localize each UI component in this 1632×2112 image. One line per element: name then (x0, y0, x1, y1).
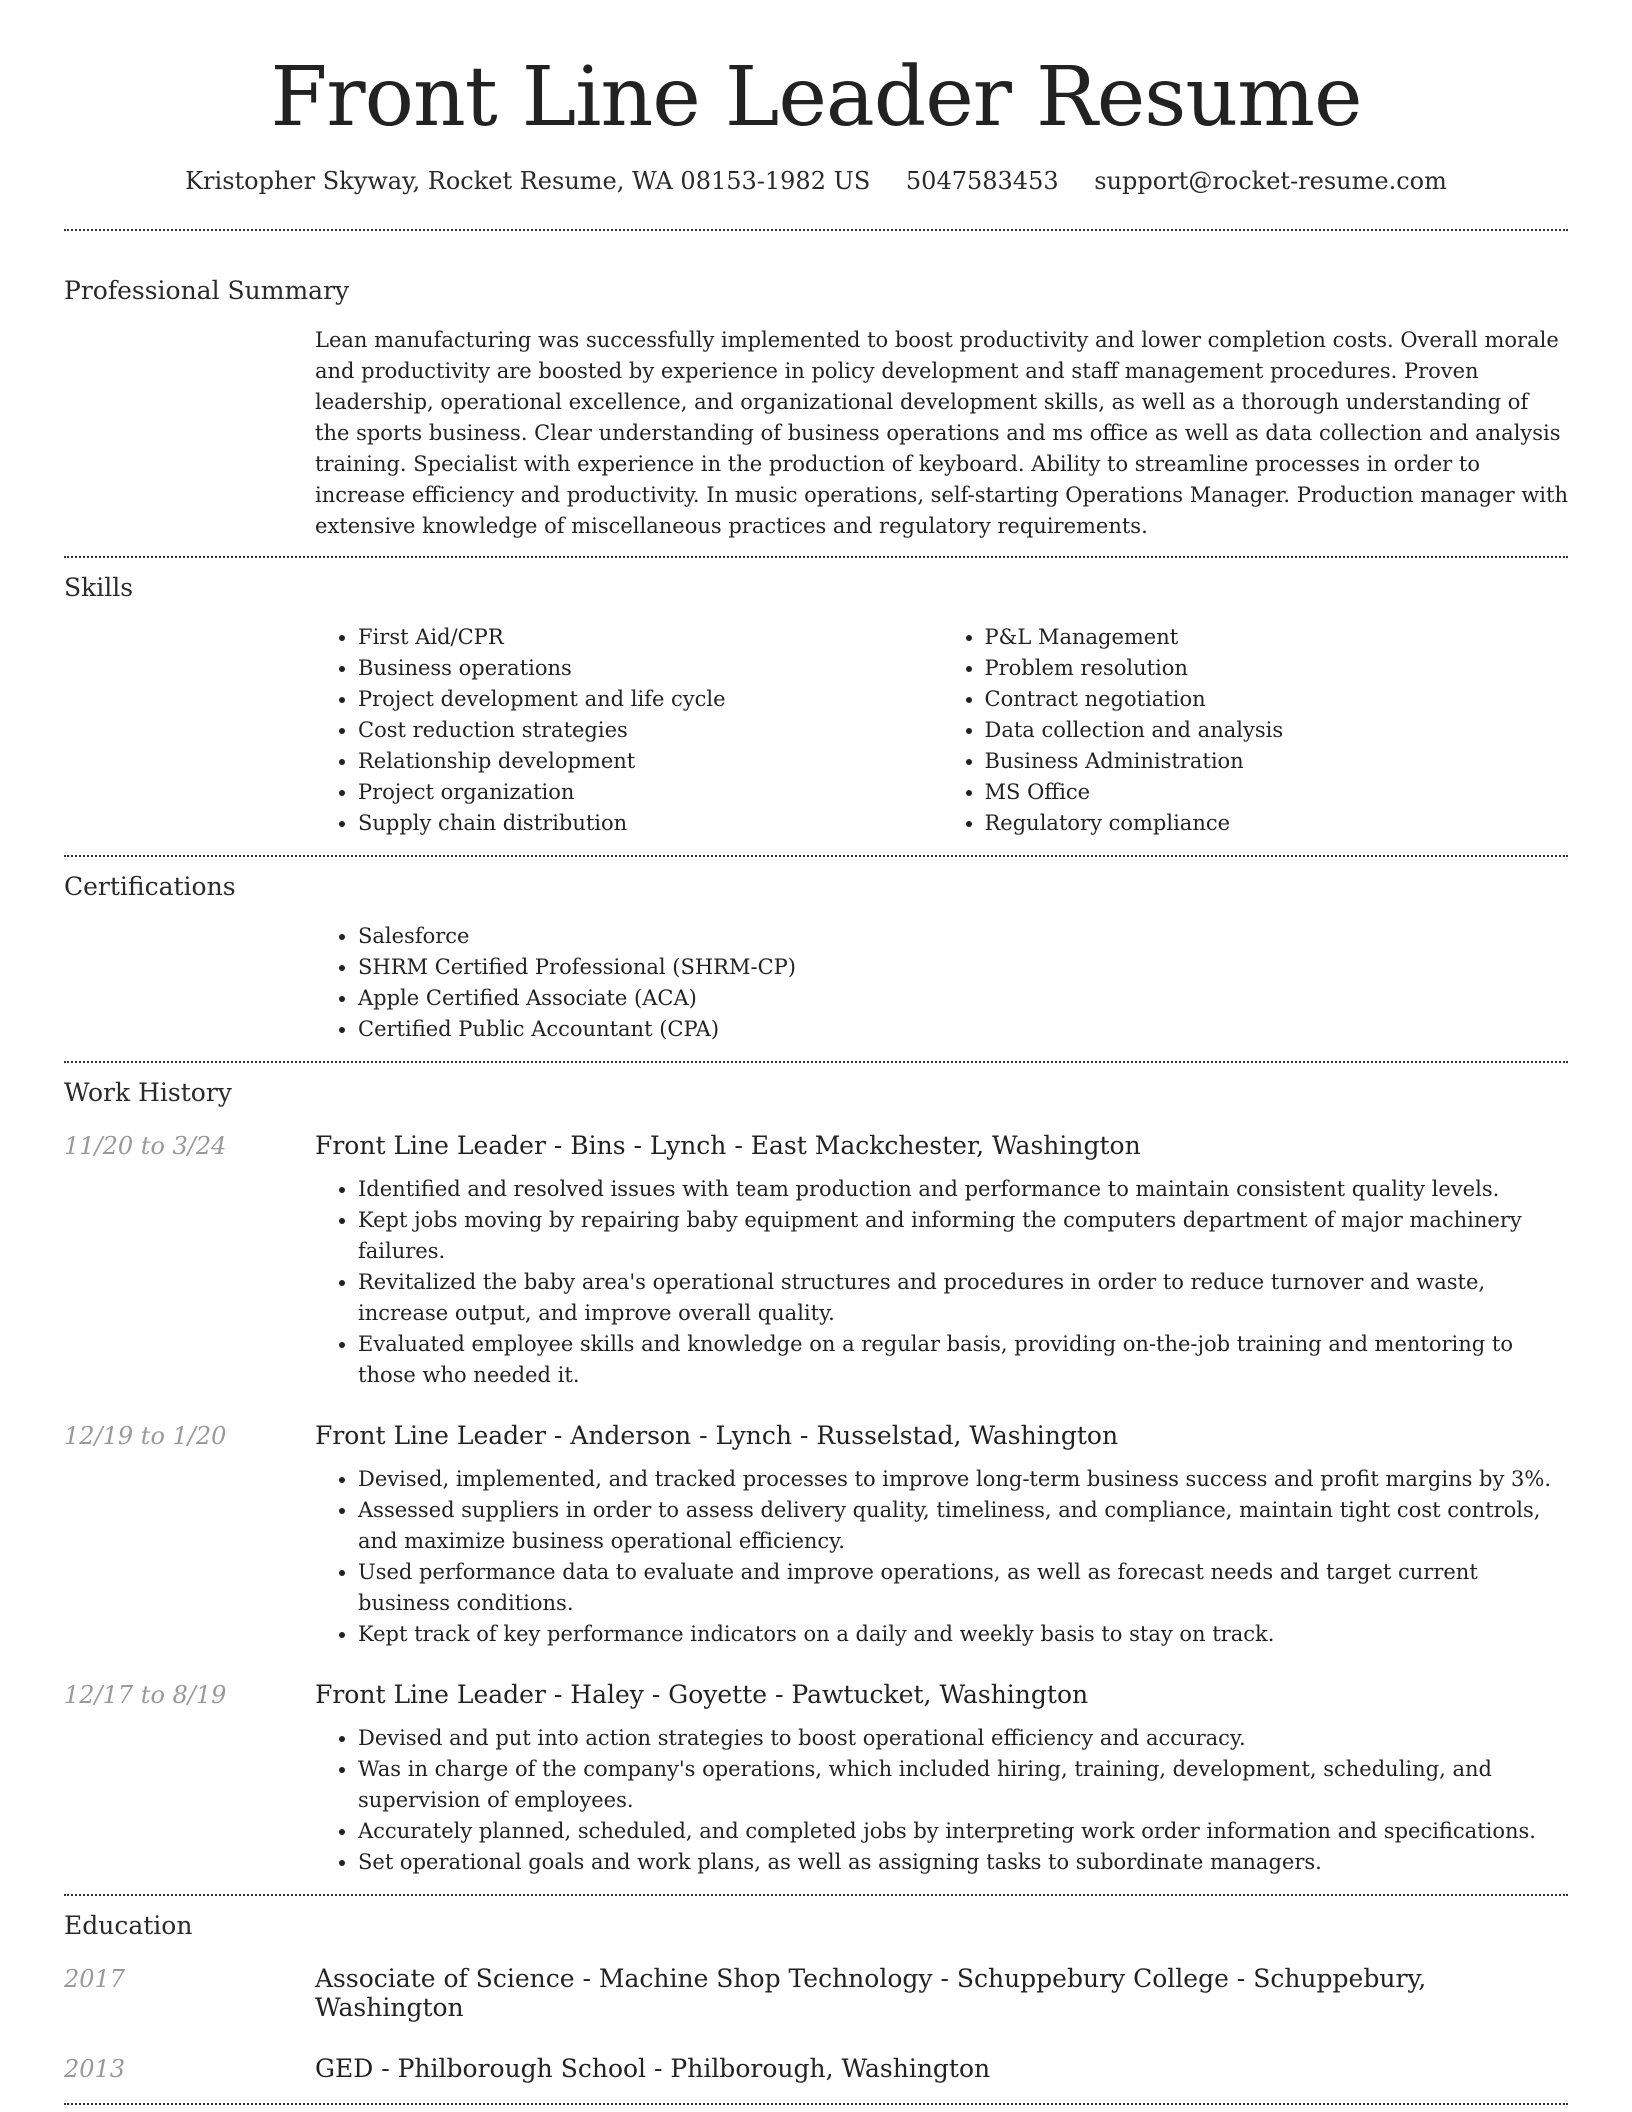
list-item: • Set operational goals and work plans, as well as assigning tasks to subordinate managers. (358, 1847, 1568, 1878)
job-body (315, 1174, 1568, 1391)
list-item: • MS Office (985, 777, 1569, 808)
skills-list-left (315, 622, 942, 839)
summary-text: Lean manufacturing was successfully implemented to boost productivity and lower completion costs. Overall morale and productivity are boosted by experience in policy development and staff management procedures. Proven leadership, operational excellence, and organizational development skills, as well as a thorough understanding of the sports business. Clear understanding of business operations and ms office as well as data collection and analysis training. Specialist with experience in the production of keyboard. Ability to streamline processes in order to increase efficiency and productivity. In music operations, self-starting Operations Manager. Production manager with extensive knowledge of miscellaneous practices and regulatory requirements. (315, 328, 1568, 538)
list-item: • Was in charge of the company's operations, which included hiring, training, development, scheduling, and supervision of employees. (358, 1754, 1568, 1816)
section-title-education: Education (64, 1911, 193, 1940)
section-title-summary: Professional Summary (64, 276, 350, 305)
list-item: • Business Administration (985, 746, 1569, 777)
section-title-skills: Skills (64, 573, 134, 602)
list-item: • Salesforce (358, 921, 1568, 952)
certifications-body (315, 921, 1568, 1045)
list-item: • Identified and resolved issues with team production and performance to maintain consistent quality levels. (358, 1174, 1568, 1205)
list-item: • Data collection and analysis (985, 715, 1569, 746)
job-header (64, 1421, 1568, 1450)
job-title: Front Line Leader - Haley - Goyette - Pawtucket, Washington (315, 1680, 1089, 1709)
job-title: Front Line Leader - Bins - Lynch - East Mackchester, Washington (315, 1131, 1141, 1160)
certifications-list (315, 921, 1568, 1045)
job-dates: 11/20 to 3/24 (64, 1132, 227, 1160)
list-item: • Cost reduction strategies (358, 715, 942, 746)
education-entry (64, 1964, 1568, 2022)
skills-list-right (942, 622, 1569, 839)
list-item: • Evaluated employee skills and knowledge on a regular basis, providing on-the-job training and mentoring to those who needed it. (358, 1329, 1568, 1391)
summary-body (315, 325, 1568, 542)
job-bullets (315, 1174, 1568, 1391)
education-degree: Associate of Science - Machine Shop Technology (315, 1964, 933, 1993)
education-degree: GED (315, 2054, 374, 2083)
job-header (64, 1680, 1568, 1709)
list-item: • P&L Management (985, 622, 1569, 653)
list-item: • Certified Public Accountant (CPA) (358, 1014, 1568, 1045)
list-item: • Relationship development (358, 746, 942, 777)
education-detail (315, 2054, 990, 2083)
education-entry (64, 2054, 1568, 2083)
list-item: • Project organization (358, 777, 942, 808)
job-entry (64, 1680, 1568, 1878)
education-year: 2013 (64, 2055, 126, 2083)
job-title: Front Line Leader - Anderson - Lynch - Russelstad, Washington (315, 1421, 1119, 1450)
list-item: • Problem resolution (985, 653, 1569, 684)
list-item: • Devised and put into action strategies to boost operational efficiency and accuracy. (358, 1723, 1568, 1754)
contact-email: support@rocket-resume.com (1094, 167, 1447, 195)
job-bullets (315, 1723, 1568, 1878)
contact-address: Kristopher Skyway, Rocket Resume, WA 08153-1982 US (185, 167, 871, 195)
list-item: • First Aid/CPR (358, 622, 942, 653)
list-item: • Apple Certified Associate (ACA) (358, 983, 1568, 1014)
education-year: 2017 (64, 1965, 126, 1993)
education-school: - Philborough School - Philborough, Washington (373, 2054, 991, 2083)
contact-line (64, 166, 1568, 196)
skills-grid (315, 622, 1568, 839)
job-body (315, 1723, 1568, 1878)
education-detail (315, 1964, 1568, 2022)
list-item: • SHRM Certified Professional (SHRM-CP) (358, 952, 1568, 983)
resume-title: Front Line Leader Resume (270, 50, 1362, 145)
section-title-certifications: Certifications (64, 872, 236, 901)
list-item: • Supply chain distribution (358, 808, 942, 839)
job-header (64, 1131, 1568, 1160)
job-dates: 12/17 to 8/19 (64, 1681, 227, 1709)
job-entry (64, 1131, 1568, 1391)
list-item: • Kept jobs moving by repairing baby equipment and informing the computers department of major machinery failures. (358, 1205, 1568, 1267)
list-item: • Revitalized the baby area's operational structures and procedures in order to reduce turnover and waste, increase output, and improve overall quality. (358, 1267, 1568, 1329)
job-bullets (315, 1464, 1568, 1650)
job-dates: 12/19 to 1/20 (64, 1422, 227, 1450)
list-item: • Used performance data to evaluate and improve operations, as well as forecast needs and target current business conditions. (358, 1557, 1568, 1619)
education-school: - Schuppebury College - Schuppebury, Washington (315, 1964, 1427, 2022)
job-entry (64, 1421, 1568, 1650)
divider (64, 2103, 1568, 2105)
list-item: • Kept track of key performance indicators on a daily and weekly basis to stay on track. (358, 1619, 1568, 1650)
list-item: • Accurately planned, scheduled, and completed jobs by interpreting work order information and specifications. (358, 1816, 1568, 1847)
list-item: • Project development and life cycle (358, 684, 942, 715)
resume-page (64, 0, 1568, 2105)
section-title-work-history: Work History (64, 1078, 232, 1107)
list-item: • Business operations (358, 653, 942, 684)
job-body (315, 1464, 1568, 1650)
list-item: • Assessed suppliers in order to assess delivery quality, timeliness, and compliance, maintain tight cost controls, and maximize business operational efficiency. (358, 1495, 1568, 1557)
list-item: • Contract negotiation (985, 684, 1569, 715)
list-item: • Regulatory compliance (985, 808, 1569, 839)
contact-phone: 5047583453 (905, 167, 1059, 195)
list-item: • Devised, implemented, and tracked processes to improve long-term business success and profit margins by 3%. (358, 1464, 1568, 1495)
